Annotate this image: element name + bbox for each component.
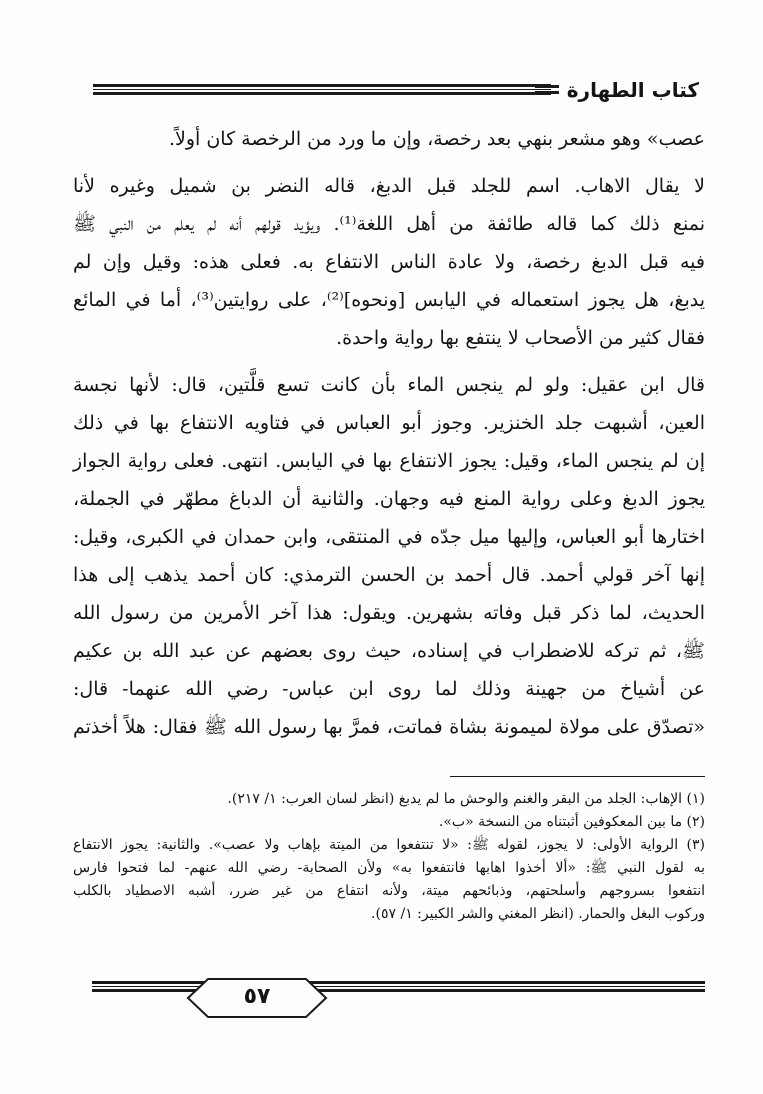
footnote-separator: [450, 776, 705, 777]
paragraph: [73, 167, 705, 357]
chapter-title: كتاب الطهارة: [566, 78, 699, 102]
text-line: عن أشياخ من جهينة وذلك لما روى ابن عباس- رضي الله عنهما- قال:: [73, 678, 705, 700]
text-line: فقال كثير من الأصحاب لا ينتفع بها رواية واحدة.: [336, 327, 705, 349]
text-line: نمنع ذلك كما قاله طائفة من أهل اللغة⁽¹⁾. ويؤيد قولهم أنه لم يعلم من النبي ﷺ: [73, 213, 705, 235]
footnote-2: [73, 811, 705, 834]
footnote-3: [73, 834, 705, 926]
footnote-1: [73, 788, 705, 811]
text-line: ﷺ، ثم تركه للاضطراب في إسناده، حيث روى بعضهم عن عبد الله بن عكيم: [73, 640, 705, 662]
running-header: [93, 76, 699, 110]
paragraph: [73, 366, 705, 746]
text-line: عصب» وهو مشعر بنهي بعد رخصة، وإن ما ورد من الرخصة كان أولاً.: [168, 128, 705, 150]
text-line: فيه قبل الدبغ رخصة، ولا عادة الناس الانتفاع به. فعلى هذه: وقيل وإن لم: [73, 251, 705, 273]
text-line: «تصدّق على مولاة لميمونة بشاة فماتت، فمرَّ بها رسول الله ﷺ فقال: هلاً أخذتم: [73, 716, 705, 738]
footnote-line: (١) الإهاب: الجلد من البقر والغنم والوحش ما لم يدبغ (انظر لسان العرب: ١/ ٢١٧).: [227, 791, 705, 807]
page-number-frame: [184, 975, 330, 1021]
footnote-line: انتفعوا بسروجهم وأسلحتهم، وذبائحهم ميتة، ولأنه انتفاع من غير ضرر، أشبه الاصطياد بالكلب: [73, 883, 705, 899]
text-line: يجوز الدبغ وعلى رواية المنع فيه وجهان. والثانية أن الدباغ مطهّر في الجملة،: [73, 488, 705, 510]
footnote-line: (٢) ما بين المعكوفين أثبتناه من النسخة «ب».: [438, 814, 705, 830]
text-line: إن لم ينجس الماء، وقيل: يجوز الانتفاع بها في اليابس. انتهى. فعلى رواية الجواز: [73, 450, 705, 472]
footnote-line: (٣) الرواية الأولى: لا يجوز، لقوله ﷺ: «لا تنتفعوا من الميتة بإهاب ولا عصب». والثانية: يجوز الانتفاع: [73, 837, 705, 853]
text-line: يدبغ، هل يجوز استعماله في اليابس [ونحوه]⁽²⁾، على روايتين⁽³⁾، أما في المائع: [73, 289, 706, 311]
paragraph: [73, 120, 705, 158]
header-rule: [93, 84, 551, 96]
text-line: إنها آخر قولي أحمد. قال أحمد بن الحسن الترمذي: كان أحمد يذهب إلى هذا: [73, 564, 705, 586]
text-line: قال ابن عقيل: ولو لم ينجس الماء بأن كانت تسع قلَّتين، قال: لأنها نجسة: [73, 374, 705, 396]
text-line: اختارها أبو العباس، وإليها ميل جدّه في المنتقى، وابن حمدان في الكبرى، وقيل:: [73, 526, 705, 548]
footnote-line: وركوب البغل والحمار. (انظر المغني والشر الكبير: ١/ ٥٧).: [371, 906, 705, 922]
main-text: [73, 120, 705, 746]
text-line: الحديث، لما ذكر قبل وفاته بشهرين. ويقول: هذا آخر الأمرين من رسول الله: [73, 602, 705, 624]
text-line: العين، أشبهت جلد الخنزير. وجوز أبو العباس في فتاويه الانتفاع بها في ذلك: [73, 412, 705, 434]
footnotes: [73, 788, 705, 926]
page-number: ٥٧: [243, 984, 271, 1009]
page-footer: [92, 975, 705, 1025]
footnote-line: به لقول النبي ﷺ: «ألا أخذوا اهابها فانتفعوا به» ولأن الصحابة- رضي الله عنهم- لما فتحوا فارس: [73, 860, 705, 876]
text-line: لا يقال الاهاب. اسم للجلد قبل الدبغ، قاله النضر بن شميل وغيره لأنا: [73, 175, 705, 197]
